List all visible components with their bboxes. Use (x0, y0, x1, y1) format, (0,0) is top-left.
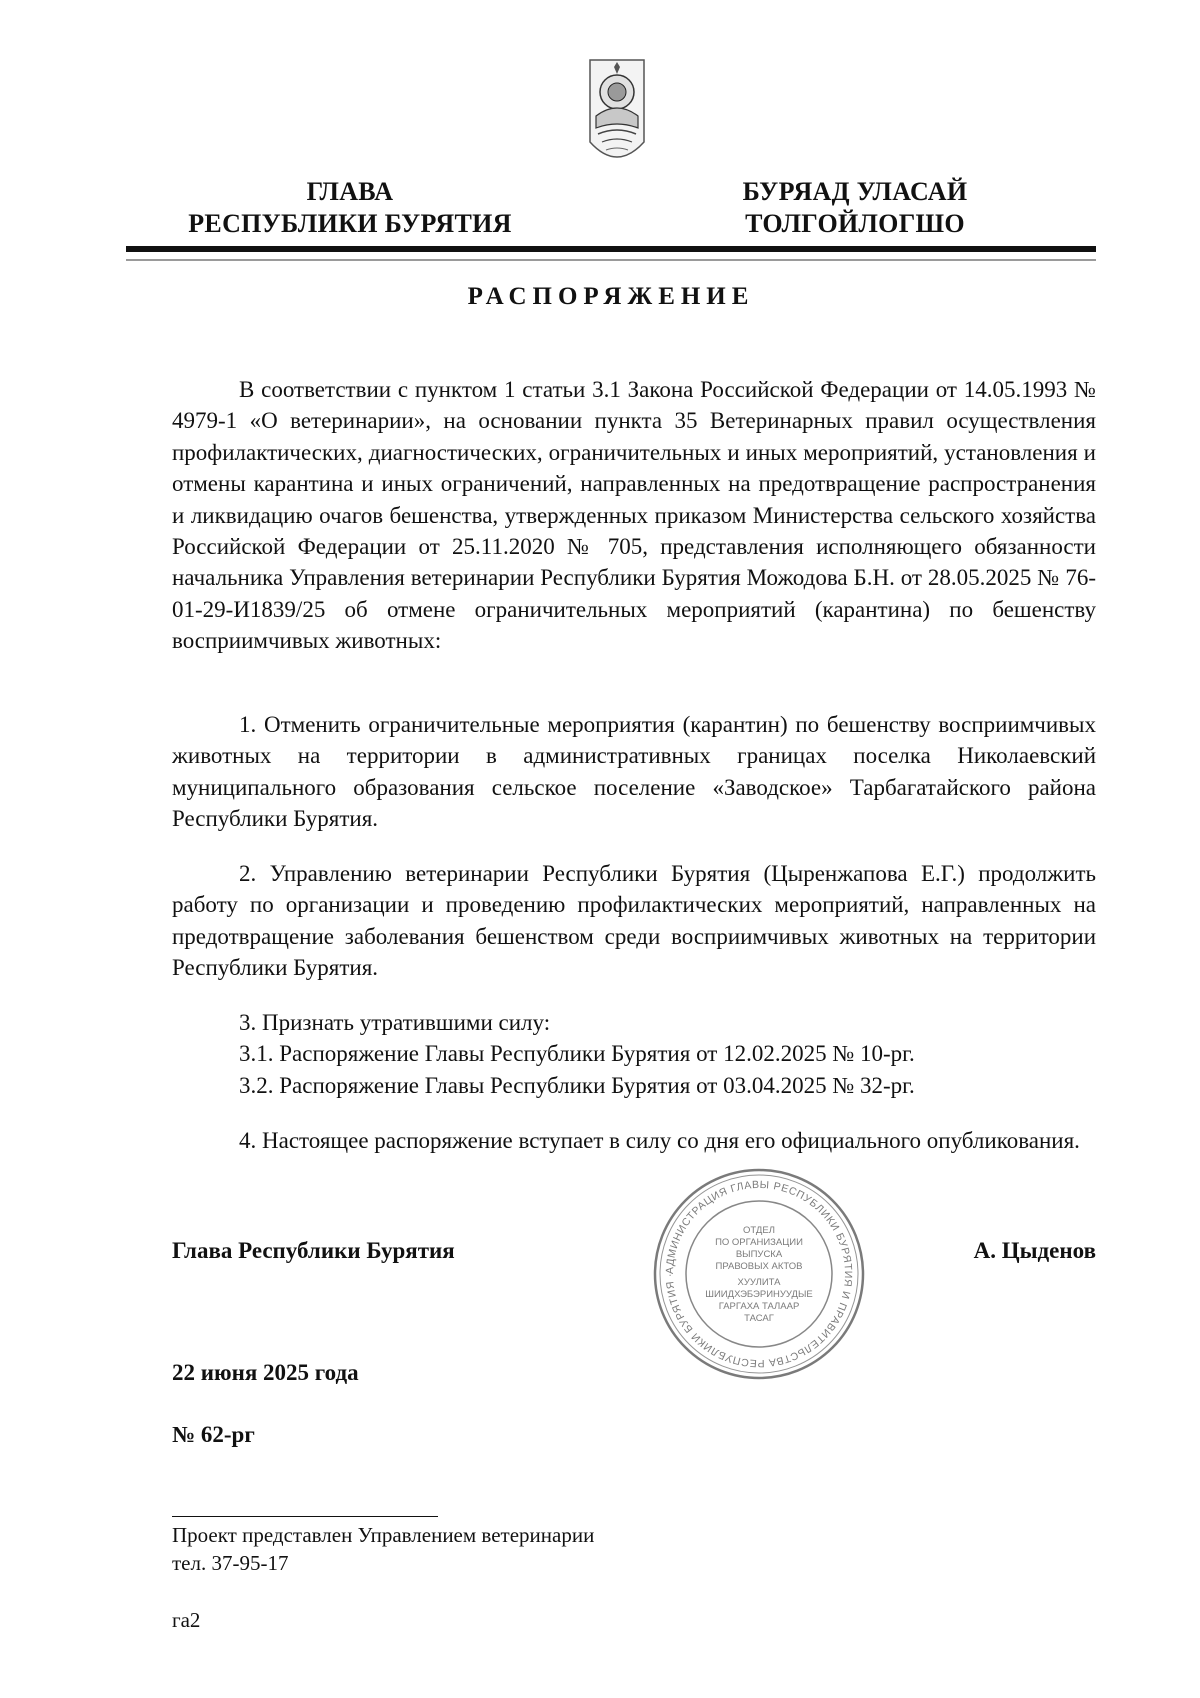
document-title: РАСПОРЯЖЕНИЕ (467, 283, 755, 310)
coat-of-arms-icon (586, 50, 648, 178)
item-2-paragraph: 2. Управлению ветеринарии Республики Бурятия (Цыренжапова Е.Г.) продолжить работу по организации и проведению профилактических мероприятий, направленных на предотвращение заболевания бешенством среди восприимчивых животных на территории Республики Бурятия. (172, 861, 1096, 981)
seal-ring-text: АДМИНИСТРАЦИЯ ГЛАВЫ РЕСПУБЛИКИ БУРЯТИЯ И ПРАВИТЕЛЬСТВА РЕСПУБЛИКИ БУРЯТИЯ · (663, 1178, 855, 1370)
footer-code: га2 (172, 1608, 201, 1632)
item-3-2-line: 3.2. Распоряжение Главы Республики Бурятия от 03.04.2025 № 32-рг. (239, 1073, 915, 1098)
seal-center-line: ГАРГАХА ТАЛААР (718, 1301, 800, 1312)
header-divider-thin (126, 259, 1096, 261)
seal-center-line: ШИИДХЭБЭРИНУУДЫЕ (705, 1289, 813, 1300)
footnote-project-line: Проект представлен Управлением ветеринарии (172, 1523, 595, 1547)
official-seal-icon (652, 1167, 866, 1381)
signature-position: Глава Республики Бурятия (172, 1238, 455, 1263)
footnote-divider (172, 1516, 438, 1517)
seal-center-line: ПО ОРГАНИЗАЦИИ (715, 1237, 803, 1248)
header-divider-thick (126, 246, 1096, 252)
seal-center-line: ВЫПУСКА (735, 1249, 783, 1260)
item-3-paragraph: 3. Признать утратившими силу: (239, 1010, 551, 1035)
item-1-paragraph: 1. Отменить ограничительные мероприятия (карантин) по бешенству восприимчивых животных на территории в административных границах поселка Николаевский муниципального образования сельское поселение «Заводское» Тарбагатайского района Республики Бурятия. (172, 712, 1096, 832)
header-left-line2: РЕСПУБЛИКИ БУРЯТИЯ (188, 209, 512, 238)
item-3-1-line: 3.1. Распоряжение Главы Республики Бурятия от 12.02.2025 № 10-рг. (239, 1041, 915, 1066)
seal-center-line: ПРАВОВЫХ АКТОВ (715, 1261, 803, 1272)
header-right (655, 176, 1055, 240)
footnote-phone-line: тел. 37-95-17 (172, 1551, 289, 1575)
seal-center-line: ОТДЕЛ (743, 1225, 775, 1236)
preamble-paragraph: В соответствии с пунктом 1 статьи 3.1 Закона Российской Федерации от 14.05.1993 № 4979-1 «О ветеринарии», на основании пункта 35 Ветеринарных правил осуществления профилактических, диагностических, ограничительных и иных мероприятий, установления и отмены карантина и иных ограничений, направленных на предотвращение распространения и ликвидацию очагов бешенства, утвержденных приказом Министерства сельского хозяйства Российской Федерации от 25.11.2020 № 705, представления исполняющего обязанности начальника Управления ветеринарии Республики Бурятия Можодова Б.Н. от 28.05.2025 № 76-01-29-И1839/25 об отмене ограничительных мероприятий (карантина) по бешенству восприимчивых животных: (172, 377, 1096, 654)
header-right-line2: ТОЛГОЙЛОГШО (745, 209, 965, 238)
document-number: № 62-рг (172, 1422, 255, 1447)
document-date: 22 июня 2025 года (172, 1360, 359, 1385)
seal-center-line: ХУУЛИТА (737, 1277, 781, 1288)
signature-name: А. Цыденов (973, 1238, 1096, 1263)
header-left-line1: ГЛАВА (306, 177, 394, 206)
seal-center-line: ТАСАГ (744, 1313, 774, 1324)
header-left (150, 176, 550, 240)
header-right-line1: БУРЯАД УЛАСАЙ (742, 177, 968, 206)
item-4-paragraph: 4. Настоящее распоряжение вступает в силу со дня его официального опубликования. (239, 1128, 1080, 1153)
